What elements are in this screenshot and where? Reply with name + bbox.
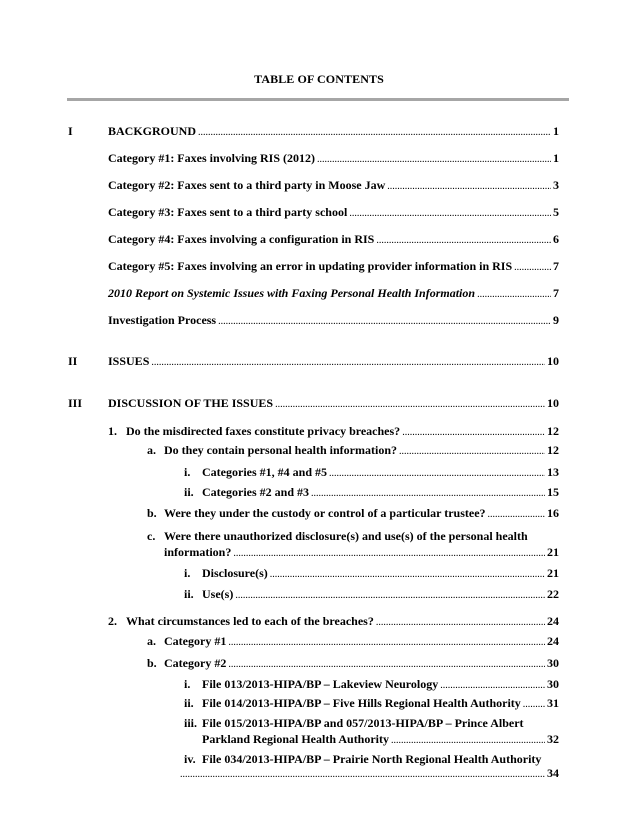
item-number-2: 2. (108, 614, 117, 628)
toc-entry-question-2[interactable]: What circumstances led to each of the breaches? ..... 24 (126, 614, 559, 630)
toc-entry-category-5[interactable]: Category #5: Faxes involving an error in updating provider information in RIS ..... 7 (108, 259, 559, 275)
toc-entry-question-1aii[interactable]: Categories #2 and #3 ..... 15 (202, 485, 559, 501)
toc-entry-category-4[interactable]: Category #4: Faxes involving a configuration in RIS ..... 6 (108, 232, 559, 248)
toc-entry-question-2biv-line1[interactable]: File 034/2013-HIPA/BP – Prairie North Regional Health Authority (202, 752, 542, 766)
item-number-2biv: iv. (184, 752, 196, 766)
toc-entry-question-1ai[interactable]: Categories #1, #4 and #5 ..... 13 (202, 465, 559, 481)
section-number-3: III (68, 396, 83, 410)
toc-entry-category-1[interactable]: Category #1: Faxes involving RIS (2012) ..... 1 (108, 151, 559, 167)
item-number-1ai: i. (184, 465, 191, 479)
section-number-2: II (68, 354, 78, 368)
item-number-1ci: i. (184, 566, 191, 580)
toc-entry-category-3[interactable]: Category #3: Faxes sent to a third party school ..... 5 (108, 205, 559, 221)
item-number-1b: b. (147, 506, 157, 520)
item-number-1aii: ii. (184, 485, 194, 499)
toc-entry-question-2biv[interactable]: ..... 34 (180, 766, 559, 782)
item-number-2bi: i. (184, 677, 191, 691)
item-number-2biii: iii. (184, 716, 198, 730)
toc-entry-question-2a[interactable]: Category #1 ..... 24 (164, 634, 559, 650)
toc-entry-background[interactable]: BACKGROUND ..... 1 (108, 124, 559, 140)
item-number-1: 1. (108, 424, 117, 438)
toc-entry-issues[interactable]: ISSUES ..... 10 (108, 354, 559, 370)
toc-entry-question-1a[interactable]: Do they contain personal health information? ..... 12 (164, 443, 559, 459)
section-number-1: I (68, 124, 73, 138)
toc-entry-question-2biii[interactable]: Parkland Regional Health Authority ..... 32 (202, 732, 559, 748)
item-number-2b: b. (147, 656, 157, 670)
toc-entry-question-1ci[interactable]: Disclosure(s) ..... 21 (202, 566, 559, 582)
toc-title: TABLE OF CONTENTS (254, 72, 384, 86)
toc-entry-question-1c-line1[interactable]: Were there unauthorized disclosure(s) and use(s) of the personal health (164, 529, 528, 543)
toc-entry-question-2bii[interactable]: File 014/2013-HIPA/BP – Five Hills Regional Health Authority ..... 31 (202, 696, 559, 712)
toc-entry-question-1cii[interactable]: Use(s) ..... 22 (202, 587, 559, 603)
toc-entry-investigation-process[interactable]: Investigation Process ..... 9 (108, 313, 559, 329)
title-rule (67, 98, 569, 101)
toc-entry-question-2bi[interactable]: File 013/2013-HIPA/BP – Lakeview Neurology ..... 30 (202, 677, 559, 693)
toc-entry-question-1b[interactable]: Were they under the custody or control of a particular trustee? ..... 16 (164, 506, 559, 522)
toc-entry-question-1c[interactable]: information? ..... 21 (164, 545, 559, 561)
toc-entry-2010-report[interactable]: 2010 Report on Systemic Issues with Faxing Personal Health Information ..... 7 (108, 286, 559, 302)
toc-entry-discussion[interactable]: DISCUSSION OF THE ISSUES ..... 10 (108, 396, 559, 412)
toc-entry-category-2[interactable]: Category #2: Faxes sent to a third party in Moose Jaw ..... 3 (108, 178, 559, 194)
item-number-1cii: ii. (184, 587, 194, 601)
item-number-2a: a. (147, 634, 156, 648)
toc-entry-question-1[interactable]: Do the misdirected faxes constitute privacy breaches? ..... 12 (126, 424, 559, 440)
item-number-1a: a. (147, 443, 156, 457)
toc-entry-question-2biii-line1[interactable]: File 015/2013-HIPA/BP and 057/2013-HIPA/BP – Prince Albert (202, 716, 524, 730)
item-number-1c: c. (147, 529, 156, 543)
item-number-2bii: ii. (184, 696, 194, 710)
toc-entry-question-2b[interactable]: Category #2 ..... 30 (164, 656, 559, 672)
